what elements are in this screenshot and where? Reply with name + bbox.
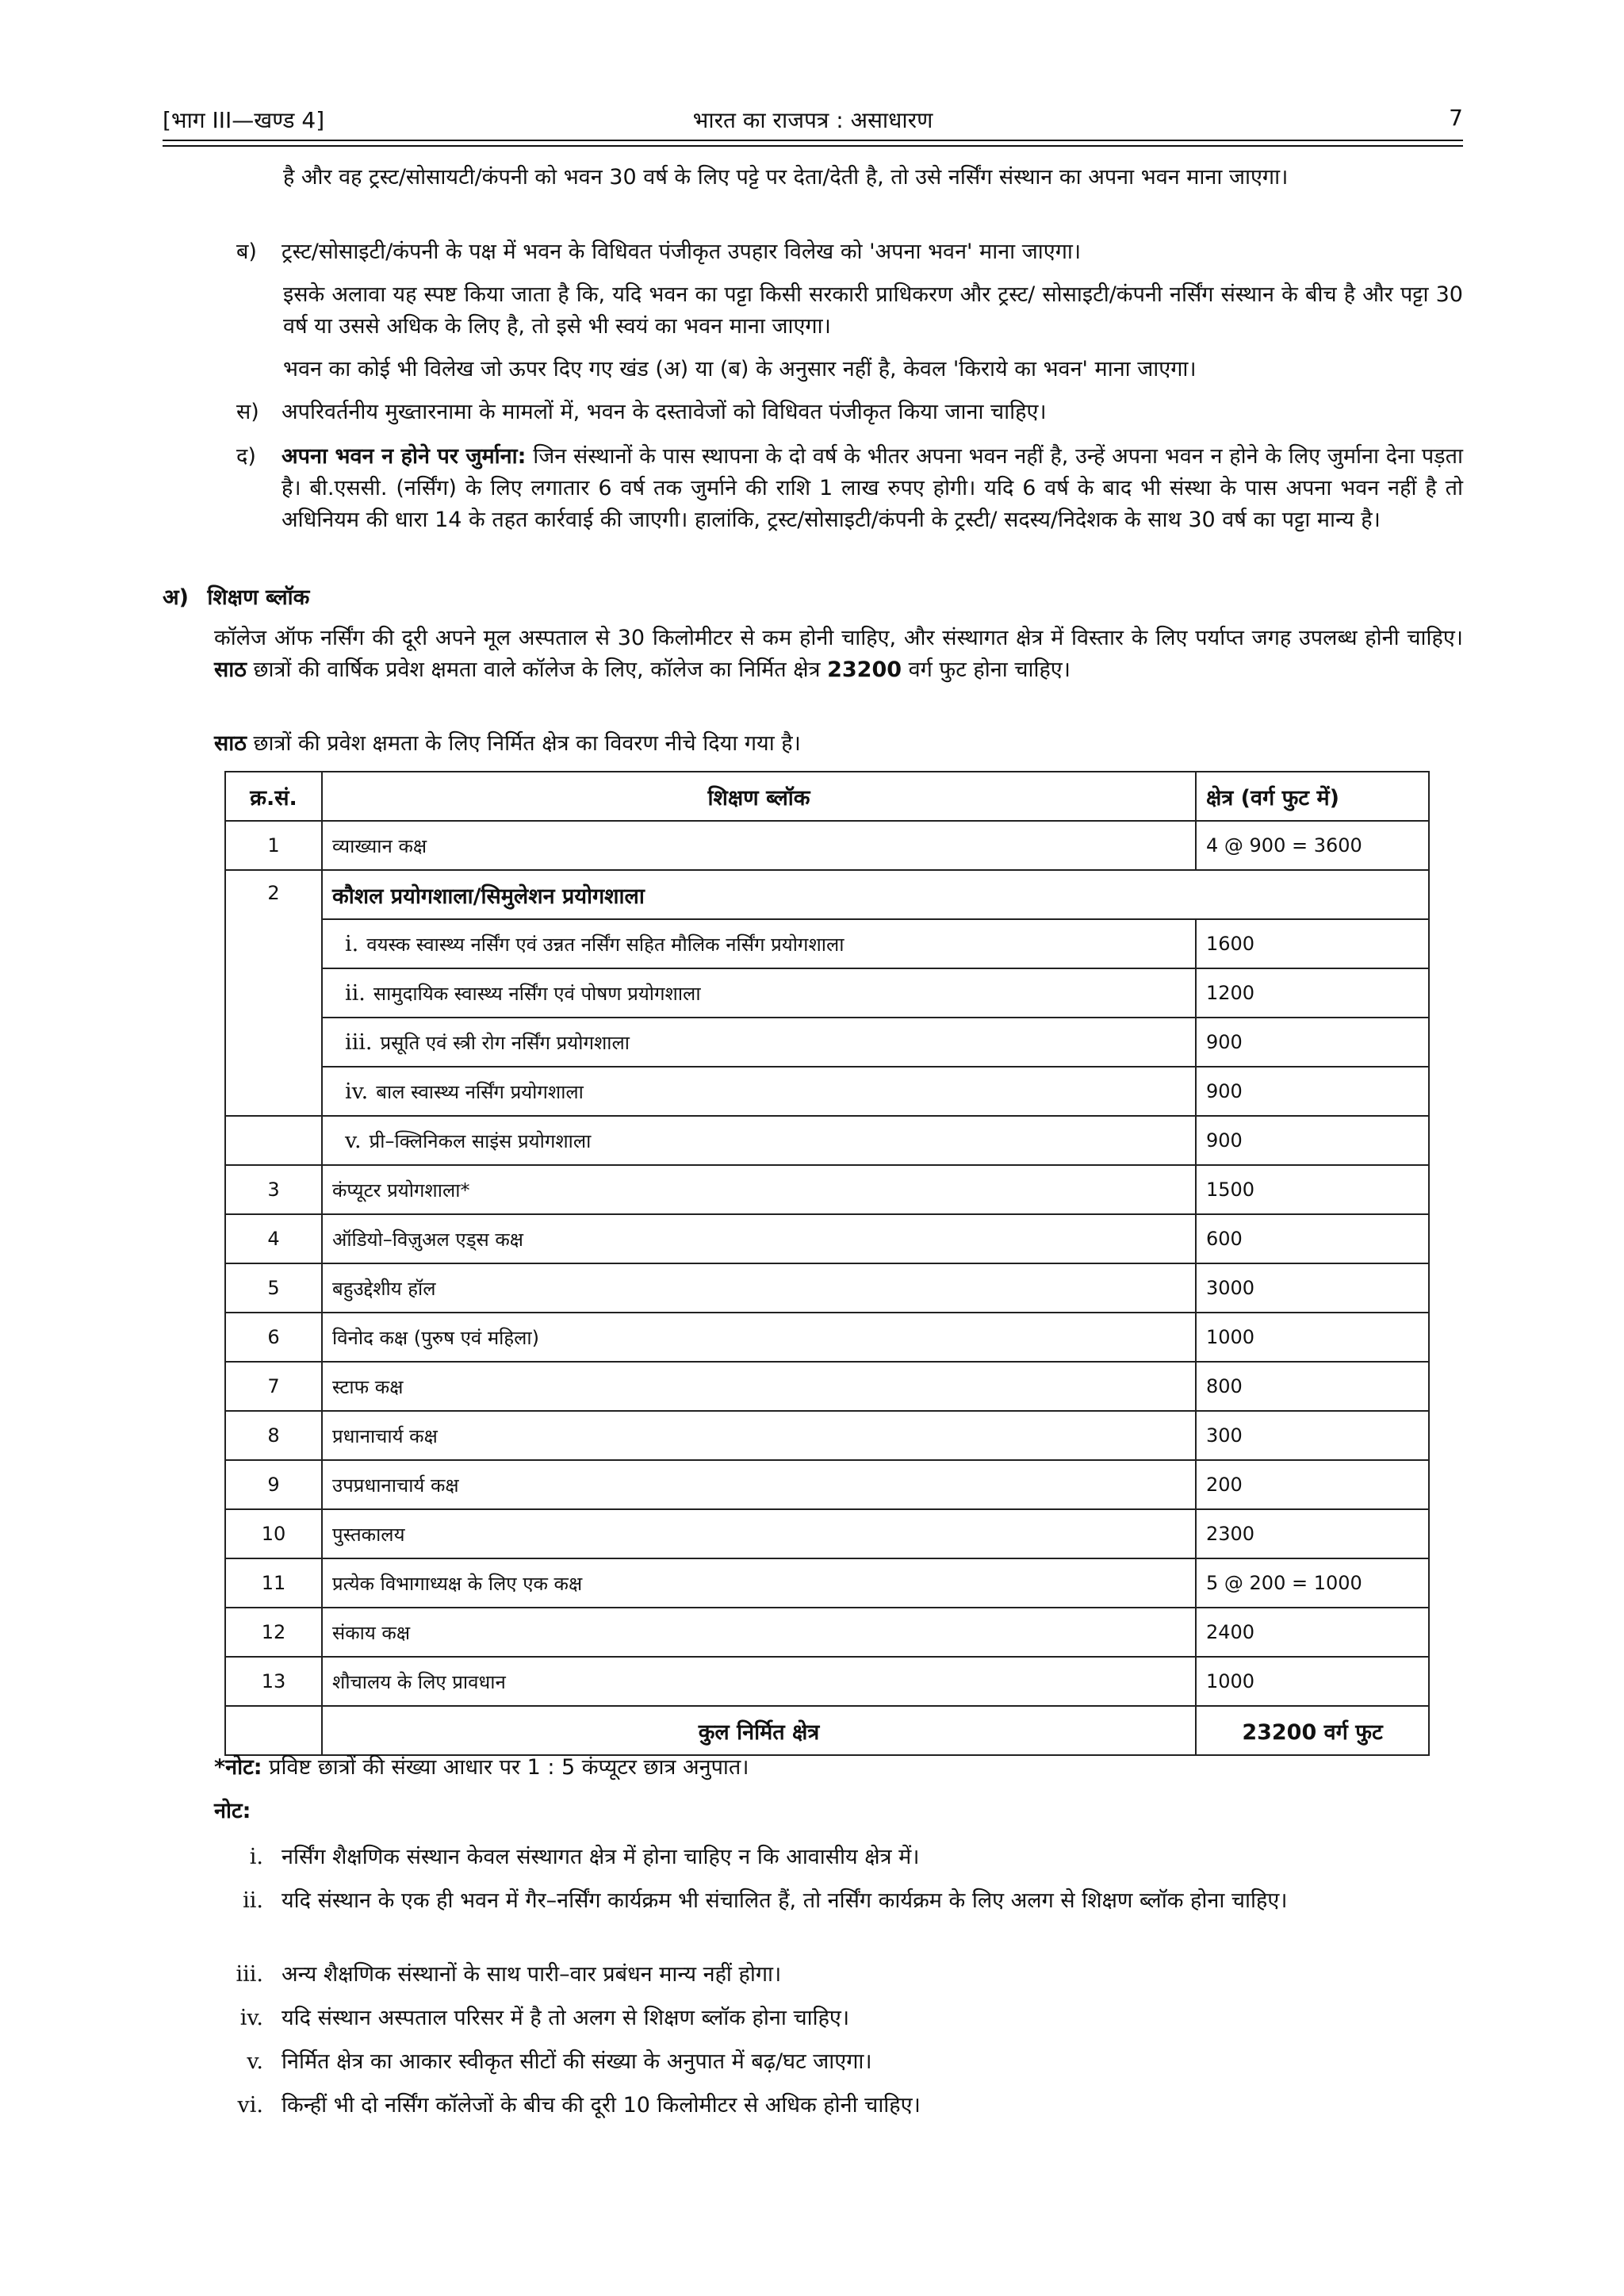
- row-name: प्रत्येक विभागाध्यक्ष के लिए एक कक्ष: [322, 1558, 1196, 1608]
- row-serial: 12: [225, 1608, 322, 1657]
- clause-b-text: ट्रस्ट/सोसाइटी/कंपनी के पक्ष में भवन के विधिवत पंजीकृत उपहार विलेख को 'अपना भवन' माना जाएगा।: [282, 240, 1082, 264]
- lease-paragraph: इसके अलावा यह स्पष्ट किया जाता है कि, यदि भवन का पट्टा किसी सरकारी प्राधिकरण और ट्रस्ट/ सोसाइटी/कंपनी नर्सिंग संस्थान के बीच है और पट्टा 30 वर्ष या उससे अधिक के लिए है, तो इसे भी स्वयं का भवन माना जाएगा।: [283, 282, 1463, 339]
- page-header: [163, 102, 1463, 140]
- subrow-numeral: ii.: [345, 980, 366, 1006]
- clause-b: [236, 236, 1463, 268]
- capacity-line: [214, 728, 1463, 760]
- row-serial: 7: [225, 1362, 322, 1411]
- section-heading: [163, 582, 309, 614]
- table-row: [225, 1509, 1429, 1558]
- table-row: [225, 1165, 1429, 1214]
- row-name: स्टाफ कक्ष: [322, 1362, 1196, 1411]
- section-title: शिक्षण ब्लॉक: [207, 585, 310, 610]
- header-serial: क्र.सं.: [225, 772, 322, 821]
- row-serial: 13: [225, 1657, 322, 1706]
- row-serial: 10: [225, 1509, 322, 1558]
- note-text: यदि संस्थान के एक ही भवन में गैर–नर्सिंग कार्यक्रम भी संचालित हैं, तो नर्सिंग कार्यक्रम के लिए अलग से शिक्षण ब्लॉक होना चाहिए।: [282, 1888, 1288, 1913]
- table-row: [225, 1214, 1429, 1263]
- row-area: 1000: [1196, 1313, 1429, 1362]
- section-marker: अ): [163, 585, 189, 610]
- row-area: 5 @ 200 = 1000: [1196, 1558, 1429, 1608]
- row-serial: 5: [225, 1263, 322, 1313]
- subrow-name: [322, 919, 1196, 968]
- subrow-numeral: v.: [345, 1128, 362, 1153]
- capacity-text: छात्रों की प्रवेश क्षमता के लिए निर्मित क्षेत्र का विवरण नीचे दिया गया है।: [246, 731, 801, 756]
- note-numeral: ii.: [243, 1888, 263, 1913]
- subrow-area: 1200: [1196, 968, 1429, 1018]
- intro-text-1: कॉलेज ऑफ नर्सिंग की दूरी अपने मूल अस्पताल से 30 किलोमीटर से कम होनी चाहिए, और संस्थागत क्षेत्र में विस्तार के लिए पर्याप्त जगह उपलब्ध होनी चाहिए।: [214, 626, 1463, 650]
- table-row: [225, 1460, 1429, 1509]
- clause-d-text: जिन संस्थानों के पास स्थापना के दो वर्ष के भीतर अपना भवन नहीं है, उन्हें अपना भवन न होने के लिए जुर्माना देना पड़ता है। बी.एससी. (नर्सिंग) के लिए लगातार 6 वर्ष तक जुर्माने की राशि 1 लाख रुपए होगी। यदि 6 वर्ष के बाद भी संस्था के पास अपना भवन नहीं है तो अधिनियम की धारा 14 के तहत कार्रवाई की जाएगी। हालांकि, ट्रस्ट/सोसाइटी/कंपनी के ट्रस्टी/ सदस्य/निदेशक के साथ 30 वर्ष का पट्टा मान्य है।: [282, 444, 1464, 532]
- note-numeral: i.: [249, 1845, 263, 1869]
- note-item: [232, 1885, 1463, 1949]
- subrow-numeral: i.: [345, 931, 359, 956]
- total-value: 23200 वर्ग फुट: [1196, 1706, 1429, 1755]
- subrow-label: प्री–क्लिनिकल साइंस प्रयोगशाला: [369, 1129, 592, 1152]
- table-row: [225, 1411, 1429, 1460]
- row-serial: 9: [225, 1460, 322, 1509]
- clause-b-marker: ब): [236, 240, 257, 264]
- note-text: यदि संस्थान अस्पताल परिसर में है तो अलग से शिक्षण ब्लॉक होना चाहिए।: [282, 2006, 850, 2030]
- subrow-area: 900: [1196, 1018, 1429, 1067]
- row-name: व्याख्यान कक्ष: [322, 821, 1196, 870]
- row-name-bold: कौशल प्रयोगशाला/सिमुलेशन प्रयोगशाला: [322, 870, 1429, 919]
- row-area: 4 @ 900 = 3600: [1196, 821, 1429, 870]
- row-serial: 2: [225, 870, 322, 1116]
- deed-paragraph: भवन का कोई भी विलेख जो ऊपर दिए गए खंड (अ) या (ब) के अनुसार नहीं है, केवल 'किराये का भवन' माना जाएगा।: [283, 357, 1197, 381]
- footnote-text: प्रविष्ट छात्रों की संख्या आधार पर 1 : 5 कंप्यूटर छात्र अनुपात।: [262, 1755, 749, 1780]
- clause-s: [236, 397, 1463, 428]
- header-rule-top: [163, 140, 1463, 141]
- row-serial: 4: [225, 1214, 322, 1263]
- intro-area: 23200: [827, 657, 902, 682]
- row-serial: 11: [225, 1558, 322, 1608]
- footnote-label: *नोट:: [214, 1755, 262, 1780]
- row-name: उपप्रधानाचार्य कक्ष: [322, 1460, 1196, 1509]
- note-text: नर्सिंग शैक्षणिक संस्थान केवल संस्थागत क्षेत्र में होना चाहिए न कि आवासीय क्षेत्र में।: [282, 1845, 920, 1869]
- row-area: 800: [1196, 1362, 1429, 1411]
- note-item: [232, 2003, 1463, 2034]
- table-subrow: [225, 1018, 1429, 1067]
- subrow-name: [322, 1067, 1196, 1116]
- row-name: विनोद कक्ष (पुरुष एवं महिला): [322, 1313, 1196, 1362]
- row-area: 200: [1196, 1460, 1429, 1509]
- subrow-area: 900: [1196, 1067, 1429, 1116]
- row-name: बहुउद्देशीय हॉल: [322, 1263, 1196, 1313]
- table-subrow: [225, 1116, 1429, 1165]
- subrow-name: [322, 1018, 1196, 1067]
- clause-d: [236, 441, 1463, 568]
- intro-bold-sixty: साठ: [214, 657, 247, 682]
- header-part-section: [भाग III—खण्ड 4]: [163, 107, 325, 133]
- table-row: [225, 1657, 1429, 1706]
- row-area: 1500: [1196, 1165, 1429, 1214]
- row-name: प्रधानाचार्य कक्ष: [322, 1411, 1196, 1460]
- total-label: कुल निर्मित क्षेत्र: [322, 1706, 1196, 1755]
- note-item: [232, 2046, 1463, 2078]
- intro-text-2: छात्रों की वार्षिक प्रवेश क्षमता वाले कॉलेज के लिए, कॉलेज का निर्मित क्षेत्र: [246, 657, 828, 682]
- table-row: [225, 1313, 1429, 1362]
- table-row: [225, 1608, 1429, 1657]
- header-area: क्षेत्र (वर्ग फुट में): [1196, 772, 1429, 821]
- subrow-numeral: iii.: [345, 1029, 373, 1055]
- table-total-row: [225, 1706, 1429, 1755]
- table-row: [225, 821, 1429, 870]
- note-item: [232, 2090, 1463, 2122]
- subrow-label: प्रसूति एवं स्त्री रोग नर्सिंग प्रयोगशाला: [380, 1031, 630, 1054]
- row-area: 1000: [1196, 1657, 1429, 1706]
- note-numeral: vi.: [237, 2093, 263, 2118]
- row-area: 300: [1196, 1411, 1429, 1460]
- header-block: शिक्षण ब्लॉक: [322, 772, 1196, 821]
- table-row-skill-labs: [225, 870, 1429, 919]
- total-serial-empty: [225, 1706, 322, 1755]
- subrow-label: वयस्क स्वास्थ्य नर्सिंग एवं उन्नत नर्सिंग सहित मौलिक नर्सिंग प्रयोगशाला: [366, 933, 845, 956]
- section-intro: [214, 623, 1463, 686]
- teaching-block-table: [224, 771, 1430, 1756]
- header-rule-bottom: [163, 145, 1463, 147]
- table-subrow: [225, 1067, 1429, 1116]
- row-area: 600: [1196, 1214, 1429, 1263]
- row-name: शौचालय के लिए प्रावधान: [322, 1657, 1196, 1706]
- row-name: कंप्यूटर प्रयोगशाला*: [322, 1165, 1196, 1214]
- row-serial: 8: [225, 1411, 322, 1460]
- subrow-numeral: iv.: [345, 1079, 369, 1104]
- page-number: 7: [1449, 105, 1463, 131]
- capacity-bold-sixty: साठ: [214, 731, 247, 756]
- note-item: [232, 1959, 1463, 1991]
- note-numeral: iii.: [236, 1962, 263, 1987]
- row-serial: 3: [225, 1165, 322, 1214]
- row-serial-empty: [225, 1116, 322, 1165]
- clause-d-heading: अपना भवन न होने पर जुर्माना:: [282, 444, 527, 469]
- intro-text-3: वर्ग फुट होना चाहिए।: [902, 657, 1071, 682]
- note-text: किन्हीं भी दो नर्सिंग कॉलेजों के बीच की दूरी 10 किलोमीटर से अधिक होनी चाहिए।: [282, 2093, 921, 2118]
- table-row: [225, 1558, 1429, 1608]
- notes-title: नोट:: [214, 1799, 251, 1823]
- row-name: संकाय कक्ष: [322, 1608, 1196, 1657]
- subrow-area: 900: [1196, 1116, 1429, 1165]
- table-footnote: [214, 1752, 1463, 1784]
- continuation-paragraph: है और वह ट्रस्ट/सोसायटी/कंपनी को भवन 30 वर्ष के लिए पट्टे पर देता/देती है, तो उसे नर्सिंग संस्थान का अपना भवन माना जाएगा।: [283, 165, 1289, 190]
- table-subrow: [225, 968, 1429, 1018]
- clause-d-marker: द): [236, 444, 256, 469]
- note-text: निर्मित क्षेत्र का आकार स्वीकृत सीटों की संख्या के अनुपात में बढ़/घट जाएगा।: [282, 2049, 872, 2074]
- row-serial: 1: [225, 821, 322, 870]
- note-item: [232, 1842, 1463, 1873]
- row-serial: 6: [225, 1313, 322, 1362]
- note-numeral: v.: [247, 2049, 263, 2074]
- table-row: [225, 1263, 1429, 1313]
- header-gazette-title: भारत का राजपत्र : असाधारण: [692, 107, 933, 133]
- subrow-label: बाल स्वास्थ्य नर्सिंग प्रयोगशाला: [376, 1080, 584, 1103]
- row-name: पुस्तकालय: [322, 1509, 1196, 1558]
- subrow-area: 1600: [1196, 919, 1429, 968]
- clause-s-text: अपरिवर्तनीय मुख्तारनामा के मामलों में, भवन के दस्तावेजों को विधिवत पंजीकृत किया जाना चाहिए।: [282, 400, 1047, 424]
- row-area: 2400: [1196, 1608, 1429, 1657]
- row-name: ऑडियो–विज़ुअल एड्स कक्ष: [322, 1214, 1196, 1263]
- table-row: [225, 1362, 1429, 1411]
- note-numeral: iv.: [239, 2006, 263, 2030]
- note-text: अन्य शैक्षणिक संस्थानों के साथ पारी–वार प्रबंधन मान्य नहीं होगा।: [282, 1962, 782, 1987]
- table-header-row: [225, 772, 1429, 821]
- subrow-label: सामुदायिक स्वास्थ्य नर्सिंग एवं पोषण प्रयोगशाला: [373, 982, 701, 1005]
- row-area: 3000: [1196, 1263, 1429, 1313]
- clause-s-marker: स): [236, 400, 259, 424]
- table-subrow: [225, 919, 1429, 968]
- row-area: 2300: [1196, 1509, 1429, 1558]
- subrow-name: [322, 1116, 1196, 1165]
- clause-d-paragraph: [282, 441, 1463, 536]
- subrow-name: [322, 968, 1196, 1018]
